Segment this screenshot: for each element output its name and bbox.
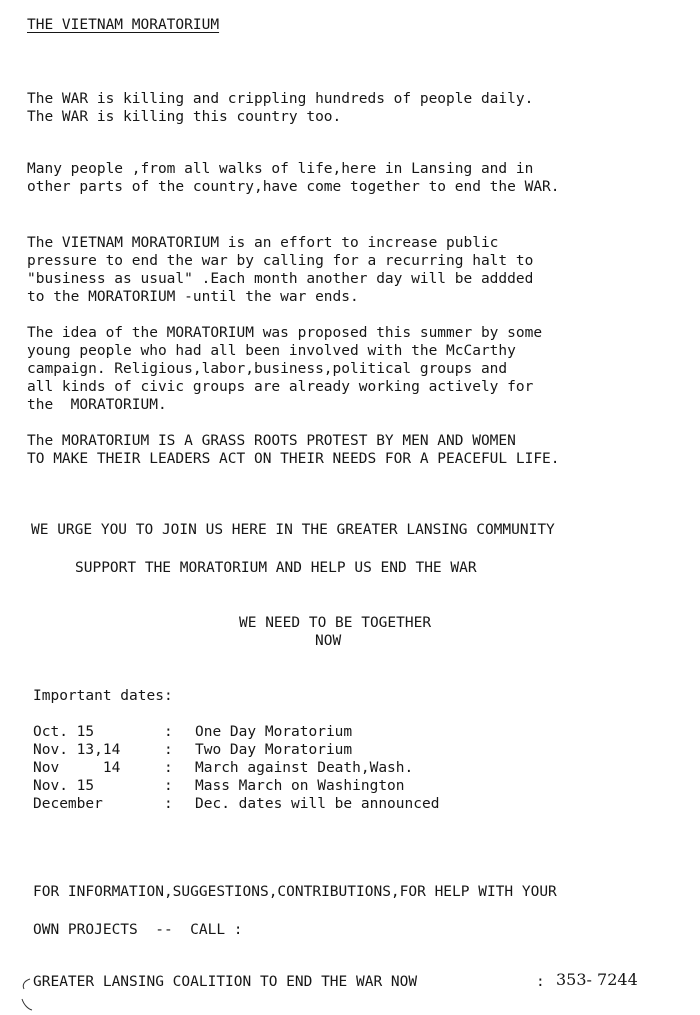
text-line: The idea of the MORATORIUM was proposed this summer by some: [27, 325, 543, 341]
text-line: The WAR is killing this country too.: [27, 109, 342, 125]
coalition-name: GREATER LANSING COALITION TO END THE WAR NOW: [33, 974, 418, 990]
text-line: TO MAKE THEIR LEADERS ACT ON THEIR NEEDS FOR A PEACEFUL LIFE.: [27, 451, 560, 467]
text-line: the MORATORIUM.: [27, 397, 167, 413]
date-label: Nov 14: [33, 760, 121, 776]
text-line: WE NEED TO BE TOGETHER: [239, 615, 432, 631]
text-line: to the MORATORIUM -until the war ends.: [27, 289, 359, 305]
date-separator: :: [164, 778, 173, 794]
date-separator: :: [164, 796, 173, 812]
text-line: FOR INFORMATION,SUGGESTIONS,CONTRIBUTIONS,FOR HELP WITH YOUR: [33, 884, 557, 900]
date-separator: :: [164, 724, 173, 740]
pen-mark-icon: [18, 975, 34, 1015]
text-line: "business as usual" .Each month another day will be addded: [27, 271, 534, 287]
date-label: Nov. 13,14: [33, 742, 121, 758]
phone-number: 353- 7244: [556, 970, 638, 989]
text-line: OWN PROJECTS -- CALL :: [33, 922, 243, 938]
date-label: Nov. 15: [33, 778, 95, 794]
date-event: One Day Moratorium: [195, 724, 353, 740]
phone-separator: :: [536, 974, 545, 990]
text-line: NOW: [315, 633, 342, 649]
text-line: all kinds of civic groups are already working actively for: [27, 379, 534, 395]
date-event: Mass March on Washington: [195, 778, 405, 794]
date-label: December: [33, 796, 103, 812]
page-title: THE VIETNAM MORATORIUM: [27, 17, 220, 33]
date-separator: :: [164, 760, 173, 776]
text-line: Many people ,from all walks of life,here in Lansing and in: [27, 161, 534, 177]
date-event: Two Day Moratorium: [195, 742, 353, 758]
date-separator: :: [164, 742, 173, 758]
text-line: SUPPORT THE MORATORIUM AND HELP US END THE WAR: [75, 560, 477, 576]
date-label: Oct. 15: [33, 724, 95, 740]
text-line: pressure to end the war by calling for a recurring halt to: [27, 253, 534, 269]
text-line: The VIETNAM MORATORIUM is an effort to increase public: [27, 235, 499, 251]
text-line: The WAR is killing and crippling hundreds of people daily.: [27, 91, 534, 107]
text-line: WE URGE YOU TO JOIN US HERE IN THE GREATER LANSING COMMUNITY: [31, 522, 555, 538]
text-line: other parts of the country,have come together to end the WAR.: [27, 179, 560, 195]
text-line: young people who had all been involved with the McCarthy: [27, 343, 516, 359]
text-line: The MORATORIUM IS A GRASS ROOTS PROTEST BY MEN AND WOMEN: [27, 433, 516, 449]
date-event: March against Death,Wash.: [195, 760, 414, 776]
dates-heading: Important dates:: [33, 688, 173, 704]
date-event: Dec. dates will be announced: [195, 796, 440, 812]
text-line: campaign. Religious,labor,business,political groups and: [27, 361, 508, 377]
